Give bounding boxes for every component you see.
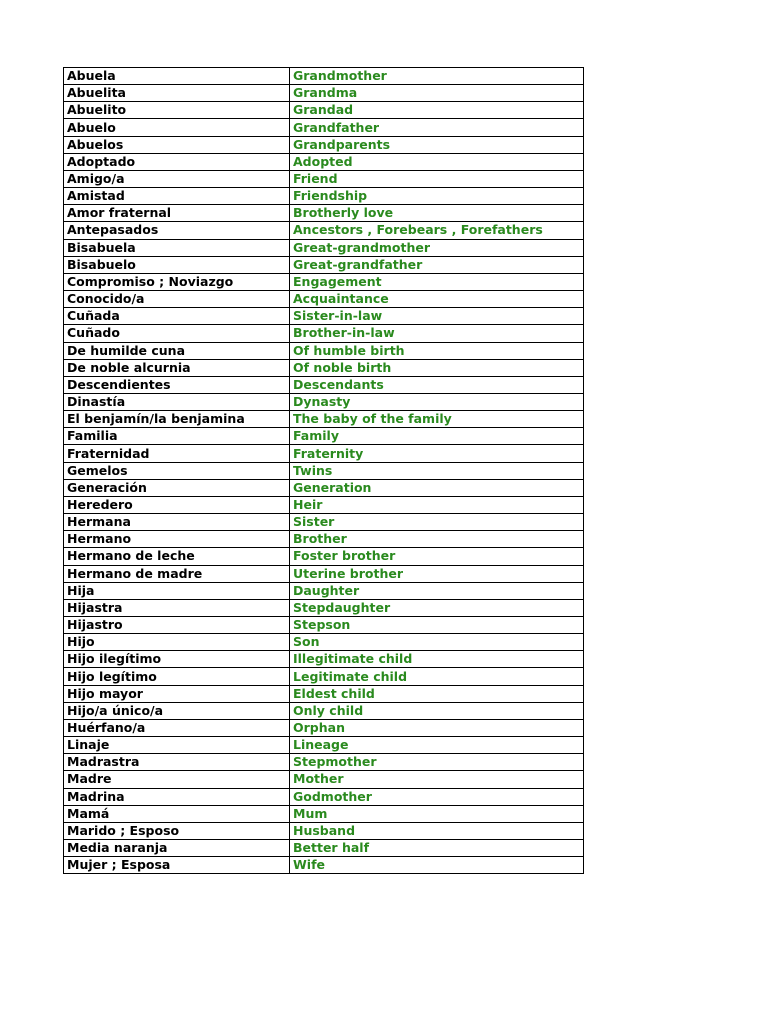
english-translation-cell: Orphan	[290, 719, 584, 736]
spanish-term-cell: Compromiso ; Noviazgo	[64, 273, 290, 290]
table-row	[64, 857, 584, 874]
english-translation-cell: Fraternity	[290, 445, 584, 462]
spanish-term-cell: Madrastra	[64, 754, 290, 771]
vocabulary-table-body	[64, 68, 584, 874]
english-translation-cell: Ancestors , Forebears , Forefathers	[290, 222, 584, 239]
english-translation-cell: Godmother	[290, 788, 584, 805]
english-translation-cell: Stepmother	[290, 754, 584, 771]
spanish-term-cell: Hijastro	[64, 617, 290, 634]
table-row	[64, 291, 584, 308]
table-row	[64, 668, 584, 685]
table-row	[64, 771, 584, 788]
table-row	[64, 754, 584, 771]
table-row	[64, 308, 584, 325]
spanish-term-cell: Hijo	[64, 634, 290, 651]
spanish-term-cell: Cuñado	[64, 325, 290, 342]
table-row	[64, 205, 584, 222]
spanish-term-cell: Abuelos	[64, 136, 290, 153]
spanish-term-cell: Amistad	[64, 188, 290, 205]
spanish-term-cell: Linaje	[64, 737, 290, 754]
table-row	[64, 685, 584, 702]
spanish-term-cell: Generación	[64, 479, 290, 496]
english-translation-cell: Grandad	[290, 102, 584, 119]
english-translation-cell: Heir	[290, 496, 584, 513]
table-row	[64, 805, 584, 822]
english-translation-cell: Descendants	[290, 376, 584, 393]
english-translation-cell: Adopted	[290, 153, 584, 170]
english-translation-cell: Engagement	[290, 273, 584, 290]
english-translation-cell: Grandfather	[290, 119, 584, 136]
table-row	[64, 119, 584, 136]
english-translation-cell: Great-grandmother	[290, 239, 584, 256]
english-translation-cell: Illegitimate child	[290, 651, 584, 668]
table-row	[64, 822, 584, 839]
spanish-term-cell: Abuelo	[64, 119, 290, 136]
english-translation-cell: Brother	[290, 531, 584, 548]
spanish-term-cell: Descendientes	[64, 376, 290, 393]
english-translation-cell: Mum	[290, 805, 584, 822]
spanish-term-cell: Familia	[64, 428, 290, 445]
english-translation-cell: Daughter	[290, 582, 584, 599]
table-row	[64, 256, 584, 273]
english-translation-cell: Grandmother	[290, 68, 584, 85]
table-row	[64, 342, 584, 359]
table-row	[64, 737, 584, 754]
table-row	[64, 239, 584, 256]
table-row	[64, 273, 584, 290]
english-translation-cell: Sister-in-law	[290, 308, 584, 325]
spanish-term-cell: Madre	[64, 771, 290, 788]
english-translation-cell: Uterine brother	[290, 565, 584, 582]
english-translation-cell: Friendship	[290, 188, 584, 205]
english-translation-cell: Brother-in-law	[290, 325, 584, 342]
table-row	[64, 393, 584, 410]
spanish-term-cell: Hermano	[64, 531, 290, 548]
spanish-term-cell: Conocido/a	[64, 291, 290, 308]
table-row	[64, 188, 584, 205]
spanish-term-cell: Abuelito	[64, 102, 290, 119]
spanish-term-cell: Hija	[64, 582, 290, 599]
spanish-term-cell: Gemelos	[64, 462, 290, 479]
spanish-term-cell: Antepasados	[64, 222, 290, 239]
spanish-term-cell: Heredero	[64, 496, 290, 513]
table-row	[64, 170, 584, 187]
english-translation-cell: Eldest child	[290, 685, 584, 702]
spanish-term-cell: Hermano de madre	[64, 565, 290, 582]
spanish-term-cell: Dinastía	[64, 393, 290, 410]
english-translation-cell: Friend	[290, 170, 584, 187]
english-translation-cell: Grandparents	[290, 136, 584, 153]
english-translation-cell: Family	[290, 428, 584, 445]
spanish-term-cell: Hijo/a único/a	[64, 702, 290, 719]
table-row	[64, 68, 584, 85]
table-row	[64, 85, 584, 102]
table-row	[64, 136, 584, 153]
english-translation-cell: The baby of the family	[290, 411, 584, 428]
table-row	[64, 840, 584, 857]
english-translation-cell: Son	[290, 634, 584, 651]
table-row	[64, 376, 584, 393]
table-row	[64, 153, 584, 170]
table-row	[64, 719, 584, 736]
table-row	[64, 514, 584, 531]
english-translation-cell: Lineage	[290, 737, 584, 754]
spanish-term-cell: Bisabuelo	[64, 256, 290, 273]
english-translation-cell: Of humble birth	[290, 342, 584, 359]
spanish-term-cell: Hijo mayor	[64, 685, 290, 702]
table-row	[64, 531, 584, 548]
english-translation-cell: Generation	[290, 479, 584, 496]
table-row	[64, 496, 584, 513]
table-row	[64, 788, 584, 805]
english-translation-cell: Great-grandfather	[290, 256, 584, 273]
table-row	[64, 222, 584, 239]
spanish-term-cell: Hijo ilegítimo	[64, 651, 290, 668]
spanish-term-cell: Hijastra	[64, 599, 290, 616]
english-translation-cell: Grandma	[290, 85, 584, 102]
spanish-term-cell: Hermano de leche	[64, 548, 290, 565]
spanish-term-cell: Hermana	[64, 514, 290, 531]
english-translation-cell: Wife	[290, 857, 584, 874]
english-translation-cell: Brotherly love	[290, 205, 584, 222]
spanish-term-cell: Marido ; Esposo	[64, 822, 290, 839]
english-translation-cell: Twins	[290, 462, 584, 479]
table-row	[64, 702, 584, 719]
spanish-term-cell: Abuela	[64, 68, 290, 85]
table-row	[64, 582, 584, 599]
table-row	[64, 428, 584, 445]
table-row	[64, 102, 584, 119]
spanish-term-cell: Amigo/a	[64, 170, 290, 187]
spanish-term-cell: Abuelita	[64, 85, 290, 102]
english-translation-cell: Only child	[290, 702, 584, 719]
table-row	[64, 599, 584, 616]
spanish-term-cell: Mamá	[64, 805, 290, 822]
spanish-term-cell: De noble alcurnia	[64, 359, 290, 376]
english-translation-cell: Stepson	[290, 617, 584, 634]
english-translation-cell: Acquaintance	[290, 291, 584, 308]
table-row	[64, 617, 584, 634]
table-row	[64, 359, 584, 376]
table-row	[64, 634, 584, 651]
english-translation-cell: Better half	[290, 840, 584, 857]
table-row	[64, 325, 584, 342]
spanish-term-cell: Media naranja	[64, 840, 290, 857]
english-translation-cell: Of noble birth	[290, 359, 584, 376]
table-row	[64, 565, 584, 582]
table-row	[64, 479, 584, 496]
vocabulary-table	[63, 67, 584, 874]
table-row	[64, 548, 584, 565]
spanish-term-cell: Adoptado	[64, 153, 290, 170]
spanish-term-cell: Mujer ; Esposa	[64, 857, 290, 874]
english-translation-cell: Mother	[290, 771, 584, 788]
spanish-term-cell: Huérfano/a	[64, 719, 290, 736]
table-row	[64, 411, 584, 428]
english-translation-cell: Stepdaughter	[290, 599, 584, 616]
english-translation-cell: Husband	[290, 822, 584, 839]
spanish-term-cell: Amor fraternal	[64, 205, 290, 222]
spanish-term-cell: Madrina	[64, 788, 290, 805]
spanish-term-cell: Cuñada	[64, 308, 290, 325]
spanish-term-cell: De humilde cuna	[64, 342, 290, 359]
english-translation-cell: Foster brother	[290, 548, 584, 565]
english-translation-cell: Dynasty	[290, 393, 584, 410]
table-row	[64, 651, 584, 668]
spanish-term-cell: Bisabuela	[64, 239, 290, 256]
spanish-term-cell: Fraternidad	[64, 445, 290, 462]
english-translation-cell: Legitimate child	[290, 668, 584, 685]
english-translation-cell: Sister	[290, 514, 584, 531]
table-row	[64, 462, 584, 479]
spanish-term-cell: Hijo legítimo	[64, 668, 290, 685]
spanish-term-cell: El benjamín/la benjamina	[64, 411, 290, 428]
table-row	[64, 445, 584, 462]
